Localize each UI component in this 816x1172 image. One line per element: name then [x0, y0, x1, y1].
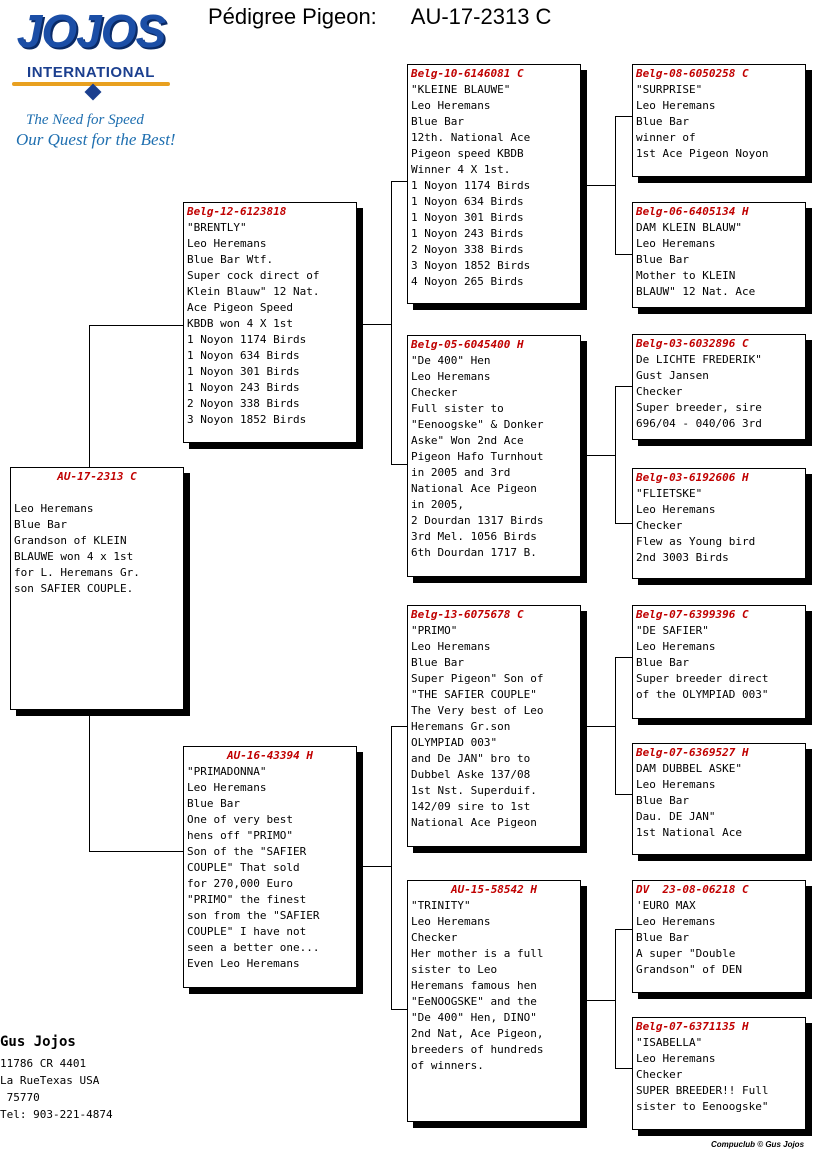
- copyright-note: Compuclub © Gus Jojos: [711, 1140, 805, 1149]
- pigeon-info-line: Heremans famous hen: [411, 979, 537, 992]
- pigeon-info-line: 1 Noyon 634 Birds: [411, 195, 524, 208]
- title-ring: AU-17-2313 C: [410, 4, 552, 29]
- pigeon-info-line: Her mother is a full: [411, 947, 544, 960]
- pigeon-info-line: National Ace Pigeon: [411, 816, 537, 829]
- pigeon-info-line: Super breeder direct: [636, 672, 769, 685]
- connector-line: [89, 712, 90, 852]
- pigeon-info-line: Klein Blauw" 12 Nat.: [187, 285, 320, 298]
- pigeon-info-line: "Eenoogske" & Donker: [411, 418, 544, 431]
- pigeon-info-line: Blue Bar: [636, 931, 689, 944]
- pigeon-info-line: "SURPRISE": [636, 83, 703, 96]
- connector-line: [586, 185, 616, 186]
- pigeon-card-dd: [407, 880, 581, 1122]
- pigeon-info-line: De LICHTE FREDERIK": [636, 353, 762, 366]
- pigeon-info-line: hens off "PRIMO": [187, 829, 293, 842]
- owner-name: Gus Jojos: [0, 1034, 76, 1050]
- owner-phone: Tel: 903-221-4874: [0, 1108, 113, 1121]
- title-label: Pédigree Pigeon:: [208, 4, 377, 29]
- owner-address-line: La RueTexas USA: [0, 1074, 100, 1087]
- connector-line: [391, 181, 408, 182]
- pigeon-info-line: 1 Noyon 301 Birds: [411, 211, 524, 224]
- pigeon-info-line: SUPER BREEDER!! Full: [636, 1084, 769, 1097]
- pigeon-info-line: Pigeon Hafo Turnhout: [411, 450, 544, 463]
- pigeon-info-line: One of very best: [187, 813, 293, 826]
- ring-number: Belg-07-6399396 C: [636, 608, 749, 621]
- pigeon-info-line: for 270,000 Euro: [187, 877, 293, 890]
- pigeon-info-line: and De JAN" bro to: [411, 752, 531, 765]
- pigeon-info-line: Flew as Young bird: [636, 535, 756, 548]
- pigeon-info-line: seen a better one...: [187, 941, 320, 954]
- pigeon-info-line: Super breeder, sire: [636, 401, 762, 414]
- pigeon-info-line: of the OLYMPIAD 003": [636, 688, 769, 701]
- logo-subbrand: INTERNATIONAL: [27, 64, 155, 81]
- pigeon-info-line: Checker: [411, 931, 458, 944]
- pigeon-info-line: 2 Noyon 338 Birds: [187, 397, 300, 410]
- ring-number: AU-17-2313 C: [57, 470, 137, 483]
- pigeon-info-line: BLAUW" 12 Nat. Ace: [636, 285, 756, 298]
- pigeon-info-line: OLYMPIAD 003": [411, 736, 498, 749]
- pigeon-info-line: "FLIETSKE": [636, 487, 703, 500]
- pigeon-info-line: BLAUWE won 4 x 1st: [14, 550, 134, 563]
- pigeon-info-line: 2nd Nat, Ace Pigeon,: [411, 1027, 544, 1040]
- pigeon-info-line: Leo Heremans: [187, 237, 267, 250]
- pigeon-info-line: The Very best of Leo: [411, 704, 544, 717]
- pigeon-info-line: Checker: [636, 519, 683, 532]
- pigeon-info-line: Blue Bar: [636, 253, 689, 266]
- pigeon-info-line: Heremans Gr.son: [411, 720, 511, 733]
- jojos-logo: [6, 6, 176, 156]
- pigeon-info-line: Aske" Won 2nd Ace: [411, 434, 524, 447]
- logo-tagline-1: The Need for Speed: [26, 112, 144, 128]
- pigeon-info-line: Leo Heremans: [411, 640, 491, 653]
- pigeon-info-line: Leo Heremans: [636, 915, 716, 928]
- pigeon-info-line: 3 Noyon 1852 Birds: [411, 259, 531, 272]
- pigeon-info-line: 3 Noyon 1852 Birds: [187, 413, 307, 426]
- ring-number: Belg-07-6369527 H: [636, 746, 749, 759]
- pigeon-info-line: "EeNOOGSKE" and the: [411, 995, 537, 1008]
- connector-line: [89, 325, 90, 468]
- ring-number: Belg-08-6050258 C: [636, 67, 749, 80]
- pigeon-info-line: winner of: [636, 131, 696, 144]
- connector-line: [391, 726, 392, 1010]
- connector-line: [89, 851, 185, 852]
- pigeon-info-line: Leo Heremans: [636, 1052, 716, 1065]
- pigeon-info-line: 2nd 3003 Birds: [636, 551, 729, 564]
- pigeon-info-line: Checker: [636, 1068, 683, 1081]
- connector-line: [615, 254, 633, 255]
- pigeon-card-sss: [632, 64, 806, 177]
- pigeon-info-line: 3rd Mel. 1056 Birds: [411, 530, 537, 543]
- connector-line: [615, 1068, 633, 1069]
- pigeon-info-line: "DE SAFIER": [636, 624, 709, 637]
- connector-line: [586, 1000, 616, 1001]
- connector-line: [615, 794, 633, 795]
- pigeon-info-line: Leo Heremans: [636, 99, 716, 112]
- pigeon-info-line: in 2005,: [411, 498, 464, 511]
- ring-number: AU-16-43394 H: [226, 749, 314, 762]
- connector-line: [586, 455, 616, 456]
- connector-line: [615, 386, 633, 387]
- ring-number: Belg-05-6045400 H: [411, 338, 524, 351]
- pigeon-card-sdd: [632, 468, 806, 579]
- pigeon-info-line: 6th Dourdan 1717 B.: [411, 546, 537, 559]
- logo-diamond-icon: [85, 84, 102, 101]
- pigeon-info-line: "De 400" Hen: [411, 354, 491, 367]
- ring-number: Belg-12-6123818: [187, 205, 287, 218]
- pigeon-info-line: for L. Heremans Gr.: [14, 566, 140, 579]
- logo-tagline-2: Our Quest for the Best!: [16, 130, 176, 149]
- pigeon-info-line: 1st Ace Pigeon Noyon: [636, 147, 769, 160]
- pigeon-card-ssd: [632, 202, 806, 308]
- pigeon-card-dsd: [632, 743, 806, 855]
- connector-line: [615, 657, 633, 658]
- pigeon-info-line: son SAFIER COUPLE.: [14, 582, 134, 595]
- pigeon-info-line: Leo Heremans: [14, 502, 94, 515]
- pigeon-info-line: in 2005 and 3rd: [411, 466, 511, 479]
- pigeon-info-line: 142/09 sire to 1st: [411, 800, 531, 813]
- pigeon-info-line: COUPLE" I have not: [187, 925, 307, 938]
- pigeon-info-line: Checker: [636, 385, 683, 398]
- pigeon-info-line: "KLEINE BLAUWE": [411, 83, 511, 96]
- connector-line: [615, 386, 616, 524]
- spacer: [14, 485, 180, 501]
- pigeon-info-line: Blue Bar: [636, 115, 689, 128]
- connector-line: [586, 726, 616, 727]
- pigeon-info-line: Dau. DE JAN": [636, 810, 716, 823]
- pigeon-info-line: Winner 4 X 1st.: [411, 163, 511, 176]
- pigeon-info-line: Leo Heremans: [636, 237, 716, 250]
- connector-line: [391, 726, 408, 727]
- pigeon-info-line: Leo Heremans: [411, 370, 491, 383]
- pigeon-info-line: 4 Noyon 265 Birds: [411, 275, 524, 288]
- pigeon-info-line: COUPLE" That sold: [187, 861, 300, 874]
- pigeon-info-line: sister to Leo: [411, 963, 498, 976]
- pigeon-info-line: 1 Noyon 1174 Birds: [411, 179, 531, 192]
- pigeon-info-line: Leo Heremans: [636, 778, 716, 791]
- pigeon-info-line: KBDB won 4 X 1st: [187, 317, 293, 330]
- pigeon-info-line: 696/04 - 040/06 3rd: [636, 417, 762, 430]
- pigeon-info-line: 1 Noyon 243 Birds: [187, 381, 300, 394]
- pigeon-card-sd: [407, 335, 581, 577]
- ring-number: Belg-13-6075678 C: [411, 608, 524, 621]
- pigeon-card-ddd: [632, 1017, 806, 1130]
- pigeon-info-line: Mother to KLEIN: [636, 269, 736, 282]
- pigeon-info-line: of winners.: [411, 1059, 484, 1072]
- pigeon-info-line: Leo Heremans: [636, 640, 716, 653]
- pigeon-info-line: Grandson of KLEIN: [14, 534, 127, 547]
- connector-line: [615, 523, 633, 524]
- pigeon-info-line: Grandson" of DEN: [636, 963, 742, 976]
- pigeon-info-line: Ace Pigeon Speed: [187, 301, 293, 314]
- pigeon-info-line: "De 400" Hen, DINO": [411, 1011, 537, 1024]
- pigeon-info-line: DAM KLEIN BLAUW": [636, 221, 742, 234]
- pigeon-info-line: 1 Noyon 634 Birds: [187, 349, 300, 362]
- pigeon-card-ds: [407, 605, 581, 847]
- ring-number: Belg-03-6192606 H: [636, 471, 749, 484]
- pigeon-info-line: Leo Heremans: [636, 503, 716, 516]
- pigeon-info-line: son from the "SAFIER: [187, 909, 320, 922]
- pigeon-card-ss: [407, 64, 581, 304]
- ring-number: Belg-07-6371135 H: [636, 1020, 749, 1033]
- pigeon-card-sire: [183, 202, 357, 443]
- pigeon-info-line: 1 Noyon 1174 Birds: [187, 333, 307, 346]
- pigeon-info-line: Leo Heremans: [411, 915, 491, 928]
- pigeon-info-line: 1st Nst. Superduif.: [411, 784, 537, 797]
- ring-number: Belg-06-6405134 H: [636, 205, 749, 218]
- ring-number: Belg-03-6032896 C: [636, 337, 749, 350]
- pigeon-info-line: Super cock direct of: [187, 269, 320, 282]
- pigeon-card-dam: [183, 746, 357, 988]
- pigeon-info-line: Son of the "SAFIER: [187, 845, 307, 858]
- pigeon-info-line: 12th. National Ace: [411, 131, 531, 144]
- owner-address-line: 75770: [0, 1091, 40, 1104]
- pigeon-info-line: "PRIMO": [411, 624, 458, 637]
- owner-contact: [0, 1034, 113, 1123]
- pigeon-info-line: Checker: [411, 386, 458, 399]
- ring-number: Belg-10-6146081 C: [411, 67, 524, 80]
- connector-line: [615, 116, 616, 255]
- connector-line: [391, 1009, 408, 1010]
- owner-address-line: 11786 CR 4401: [0, 1057, 87, 1070]
- pigeon-info-line: Blue Bar: [187, 797, 240, 810]
- pigeon-info-line: 1 Noyon 243 Birds: [411, 227, 524, 240]
- ring-number: AU-15-58542 H: [450, 883, 538, 896]
- pigeon-info-line: 1st National Ace: [636, 826, 742, 839]
- pigeon-card-sds: [632, 334, 806, 440]
- connector-line: [615, 657, 616, 795]
- page-title: [208, 4, 551, 30]
- pigeon-info-line: Gust Jansen: [636, 369, 709, 382]
- pigeon-info-line: Full sister to: [411, 402, 504, 415]
- pigeon-info-line: Dubbel Aske 137/08: [411, 768, 531, 781]
- connector-line: [391, 464, 408, 465]
- connector-line: [615, 116, 633, 117]
- pigeon-info-line: National Ace Pigeon: [411, 482, 537, 495]
- pigeon-info-line: breeders of hundreds: [411, 1043, 544, 1056]
- pigeon-info-line: A super "Double: [636, 947, 736, 960]
- pigeon-info-line: "ISABELLA": [636, 1036, 703, 1049]
- connector-line: [362, 866, 391, 867]
- pigeon-info-line: 'EURO MAX: [636, 899, 696, 912]
- pigeon-info-line: Leo Heremans: [187, 781, 267, 794]
- pigeon-info-line: DAM DUBBEL ASKE": [636, 762, 742, 775]
- pigeon-info-line: "PRIMO" the finest: [187, 893, 307, 906]
- connector-line: [615, 929, 633, 930]
- connector-line: [89, 325, 185, 326]
- pigeon-info-line: Leo Heremans: [411, 99, 491, 112]
- pigeon-info-line: "PRIMADONNA": [187, 765, 267, 778]
- pigeon-info-line: 1 Noyon 301 Birds: [187, 365, 300, 378]
- pigeon-info-line: Super Pigeon" Son of: [411, 672, 544, 685]
- pigeon-info-line: "BRENTLY": [187, 221, 247, 234]
- pigeon-card-dss: [632, 605, 806, 719]
- connector-line: [362, 324, 391, 325]
- connector-line: [391, 181, 392, 465]
- pigeon-card-dds: [632, 880, 806, 993]
- pigeon-info-line: Pigeon speed KBDB: [411, 147, 524, 160]
- connector-line: [615, 929, 616, 1069]
- pigeon-info-line: Blue Bar Wtf.: [187, 253, 274, 266]
- pigeon-info-line: Blue Bar: [411, 115, 464, 128]
- pigeon-info-line: Blue Bar: [636, 794, 689, 807]
- pigeon-card-subject: [10, 467, 184, 710]
- ring-number: DV 23-08-06218 C: [636, 883, 749, 896]
- pigeon-info-line: Blue Bar: [14, 518, 67, 531]
- pigeon-info-line: 2 Dourdan 1317 Birds: [411, 514, 544, 527]
- pigeon-info-line: Blue Bar: [636, 656, 689, 669]
- pigeon-info-line: 2 Noyon 338 Birds: [411, 243, 524, 256]
- pigeon-info-line: Blue Bar: [411, 656, 464, 669]
- pigeon-info-line: "THE SAFIER COUPLE": [411, 688, 537, 701]
- logo-brand: JOJOS: [16, 5, 166, 57]
- pigeon-info-line: Even Leo Heremans: [187, 957, 300, 970]
- pigeon-info-line: "TRINITY": [411, 899, 471, 912]
- pigeon-info-line: sister to Eenoogske": [636, 1100, 769, 1113]
